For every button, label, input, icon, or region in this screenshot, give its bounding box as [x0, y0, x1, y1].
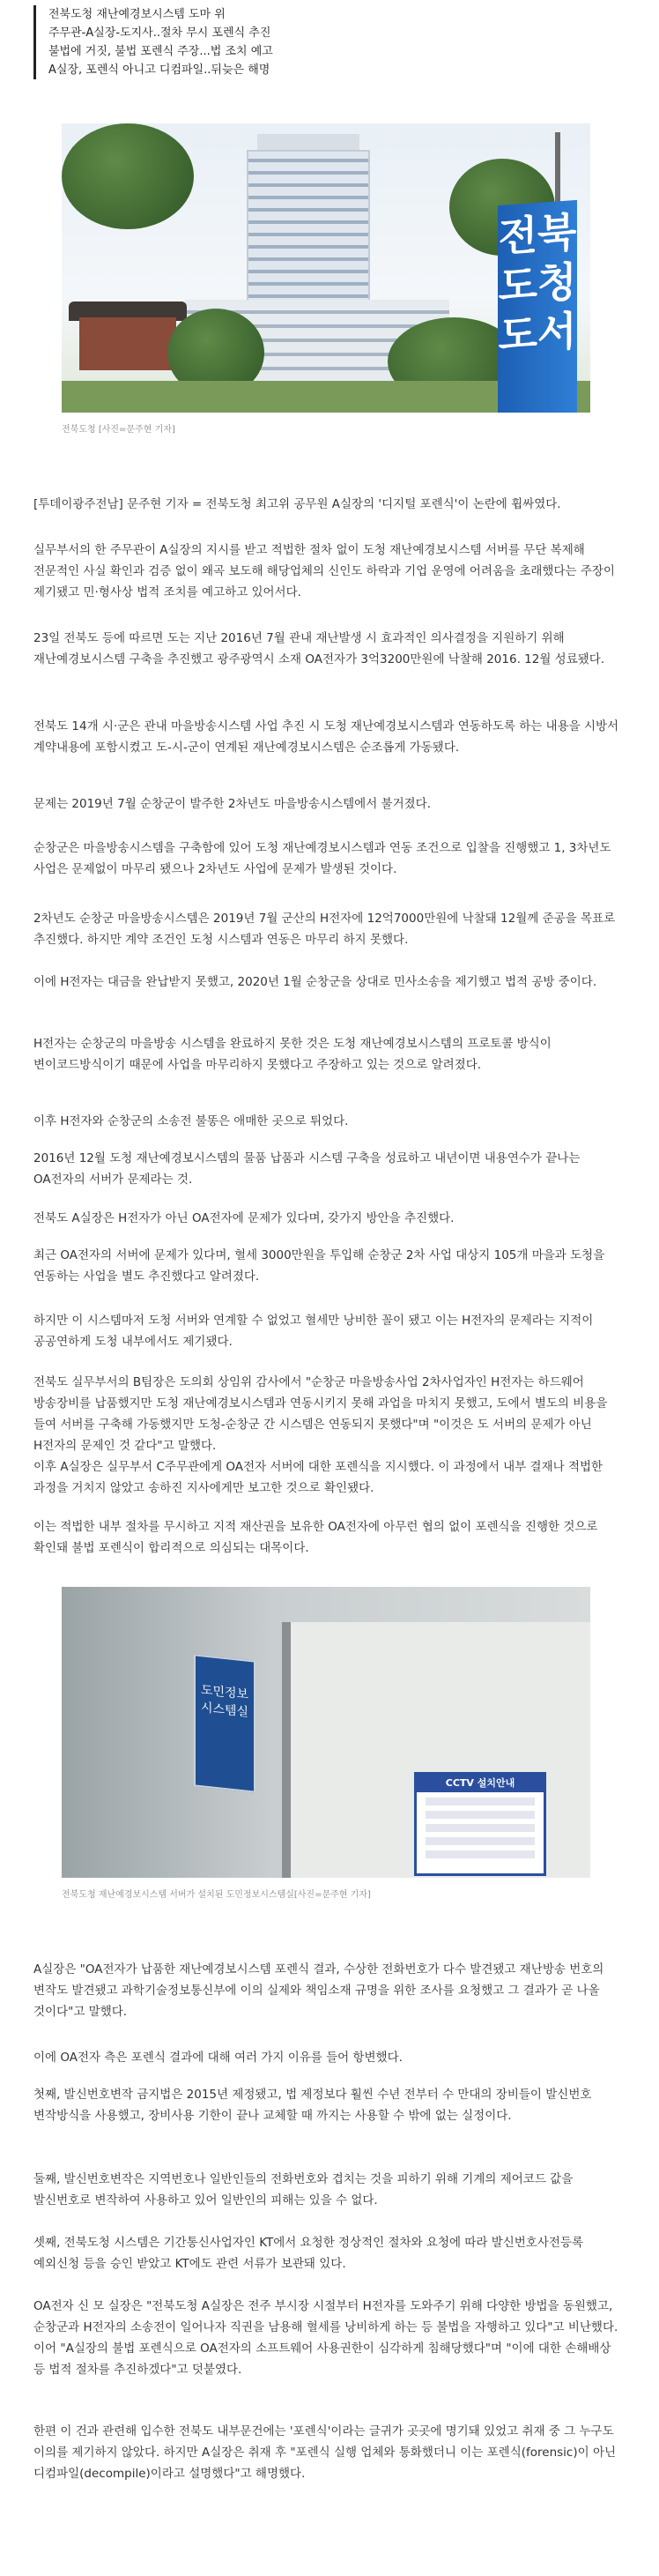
paragraph: 이에 OA전자 측은 포렌식 결과에 대해 여러 가지 이유를 들어 항변했다.	[33, 2051, 403, 2065]
server-room-photo	[62, 1587, 590, 1878]
subheading: 주무관-A실장-도지사..절차 무시 포렌식 추진	[48, 26, 271, 40]
subheading: 불법에 거짓, 불법 포렌식 주장...법 조치 예고	[48, 45, 273, 58]
cctv-notice-body	[417, 1798, 544, 1858]
paragraph: 전북도 실무부서의 B팀장은 도의회 상임위 감사에서 "순창군 마을방송사업 2차사업자인 H전자는 하드웨어 방송장비를 납품했지만 도청 재난예경보시스템과 연동시키지 못해 과업을 마치지 못했고, 도에서 별도의 비용을 들여 서버를 구축해 가동했지만 도청-순창군 간 시스템은 연동되지 못했다"며 "이것은 도 서버의 문제가 아닌 H전자의 문제인 것 같다"고 말했다.	[33, 1375, 608, 1453]
paragraph: 전북도 14개 시·군은 관내 마을방송시스템 사업 추진 시 도청 재난예경보시스템과 연동하도록 하는 내용을 시방서 계약내용에 포함시켰고 도-시-군이 연계된 재난예경보시스템은 순조롭게 가동됐다.	[33, 719, 619, 755]
paragraph: [투데이광주전남] 문주현 기자 = 전북도청 최고위 공무원 A실장의 '디지털 포렌식'이 논란에 휩싸였다.	[33, 497, 561, 511]
subheading: A실장, 포렌식 아니고 디컴파일..뒤늦은 해명	[48, 63, 270, 77]
paragraph: 순창군은 마을방송시스템을 구축함에 있어 도청 재난예경보시스템과 연동 조건으로 입찰을 진행했고 1, 3차년도 사업은 문제없이 마무리 됐으나 2차년도 사업에 문제가 발생된 것이다.	[33, 841, 611, 876]
room-sign: 도민정보 시스템실	[194, 1654, 255, 1792]
subheading: 전북도청 재난예경보시스템 도마 위	[48, 8, 226, 21]
paragraph: 2016년 12월 도청 재난예경보시스템의 물품 납품과 시스템 구축을 성료하고 내년이면 내용연수가 끝나는 OA전자의 서버가 문제라는 것.	[33, 1151, 581, 1187]
paragraph: 2차년도 순창군 마을방송시스템은 2019년 7월 군산의 H전자에 12억7000만원에 낙찰돼 12월께 준공을 목표로 추진했다. 하지만 계약 조건인 도청 시스템과 연동은 마무리 하지 못했다.	[33, 912, 616, 947]
article-subheadings	[33, 5, 630, 79]
paragraph: 한편 이 건과 관련해 입수한 전북도 내부문건에는 '포렌식'이라는 글귀가 곳곳에 명기돼 있었고 취재 중 그 누구도 이의를 제기하지 않았다. 하지만 A실장은 취재 후 "포렌식 실행 업체와 통화했더니 이는 포렌식(forensic)이 아닌 디컴파일(decompile)이라고 설명했다"고 해명했다.	[33, 2424, 617, 2481]
office-sign: 전북도청도서	[498, 200, 577, 413]
paragraph: 문제는 2019년 7월 순창군이 발주한 2차년도 마을방송시스템에서 불거졌다.	[33, 797, 432, 811]
paragraph: 이는 적법한 내부 절차를 무시하고 지적 재산권을 보유한 OA전자에 아무런 협의 없이 포렌식을 진행한 것으로 확인돼 불법 포렌식이 합리적으로 의심되는 대목이다.	[33, 1520, 598, 1555]
paragraph: 셋째, 전북도청 시스템은 기간통신사업자인 KT에서 요청한 정상적인 절차와 요청에 따라 발신번호사전등록 예외신청 등을 승인 받았고 KT에도 관련 서류가 보관돼 있다.	[33, 2236, 584, 2271]
tree-foliage	[62, 123, 194, 229]
paragraph: 최근 OA전자의 서버에 문제가 있다며, 혈세 3000만원을 투입해 순창군 2차 사업 대상지 105개 마을과 도청을 연동하는 사업을 별도 추진했다고 알려졌다.	[33, 1248, 605, 1284]
cctv-notice-title: CCTV 설치안내	[417, 1775, 544, 1792]
photo-caption: 전북도청 재난예경보시스템 서버가 설치된 도민정보시스템실[사진=문주현 기자]	[62, 1890, 371, 1900]
paragraph: 이에 H전자는 대금을 완납받지 못했고, 2020년 1월 순창군을 상대로 민사소송을 제기했고 법적 공방 중이다.	[33, 975, 597, 989]
paragraph: 이후 A실장은 실무부서 C주무관에게 OA전자 서버에 대한 포렌식을 지시했다. 이 과정에서 내부 결재나 적법한 과정을 거치지 않았고 송하진 지사에게만 보고한 것으로 확인됐다.	[33, 1460, 603, 1495]
paragraph: 하지만 이 시스템마저 도청 서버와 연계할 수 없었고 혈세만 낭비한 꼴이 됐고 이는 H전자의 문제라는 지적이 공공연하게 도청 내부에서도 제기됐다.	[33, 1314, 594, 1349]
paragraph: 이후 H전자와 순창군의 소송전 불똥은 애매한 곳으로 튀었다.	[33, 1114, 349, 1128]
jeonbuk-provincial-office-photo	[62, 123, 590, 413]
paragraph: 실무부서의 한 주무관이 A실장의 지시를 받고 적법한 절차 없이 도청 재난예경보시스템 서버를 무단 복제해 전문적인 사실 확인과 검증 없이 왜곡 보도해 해당업체의 신인도 하락과 기업 운영에 어려움을 초래했다는 주장이 제기됐고 민·형사상 법적 조치를 예고하고 있어서다.	[33, 543, 615, 599]
paragraph: 둘째, 발신번호변작은 지역번호나 일반인들의 전화번호와 겹치는 것을 피하기 위해 기계의 제어코드 값을 발신번호로 변작하여 사용하고 있어 일반인의 피해는 있을 수 없다.	[33, 2172, 574, 2207]
paragraph: 23일 전북도 등에 따르면 도는 지난 2016년 7월 관내 재난발생 시 효과적인 의사결정을 지원하기 위해 재난예경보시스템 구축을 추진했고 광주광역시 소재 OA전자가 3억3200만원에 낙찰해 2016. 12월 성료됐다.	[33, 631, 605, 666]
paragraph: H전자는 순창군의 마을방송 시스템을 완료하지 못한 것은 도청 재난예경보시스템의 프로토콜 방식이 변이코드방식이기 때문에 사업을 마무리하지 못했다고 주장하고 있는 것으로 알려졌다.	[33, 1037, 552, 1072]
paragraph: 첫째, 발신번호변작 금지법은 2015년 제정됐고, 법 제정보다 훨씬 수년 전부터 수 만대의 장비들이 발신번호 변작방식을 사용했고, 장비사용 기한이 끝나 교체할 때 까지는 사용할 수 밖에 없는 실정이다.	[33, 2088, 592, 2123]
pavilion	[79, 317, 176, 370]
paragraph: 전북도 A실장은 H전자가 아닌 OA전자에 문제가 있다며, 갖가지 방안을 추진했다.	[33, 1211, 455, 1225]
cctv-notice	[414, 1772, 546, 1876]
paragraph: OA전자 신 모 실장은 "전북도청 A실장은 전주 부시장 시절부터 H전자를 도와주기 위해 다양한 방법을 동원했고, 순창군과 H전자의 소송전이 일어나자 직권을 남용해 혈세를 낭비하게 하는 등 불법을 자행하고 있다"고 비난했다. 이어 "A실장의 불법 포렌식으로 OA전자의 소프트웨어 사용권한이 심각하게 침해당했다"며 "이에 대한 손해배상 등 법적 절차를 추진하겠다"고 덧붙였다.	[33, 2299, 618, 2377]
photo-caption: 전북도청 [사진=문주현 기자]	[62, 425, 175, 435]
paragraph: A실장은 "OA전자가 납품한 재난예경보시스템 포렌식 결과, 수상한 전화번호가 다수 발견됐고 재난방송 번호의 변작도 발견됐고 과학기술정보통신부에 이의 실제와 책임소재 규명을 위한 조사를 요청했고 그 결과가 곧 나올 것이다"고 말했다.	[33, 1962, 604, 2019]
